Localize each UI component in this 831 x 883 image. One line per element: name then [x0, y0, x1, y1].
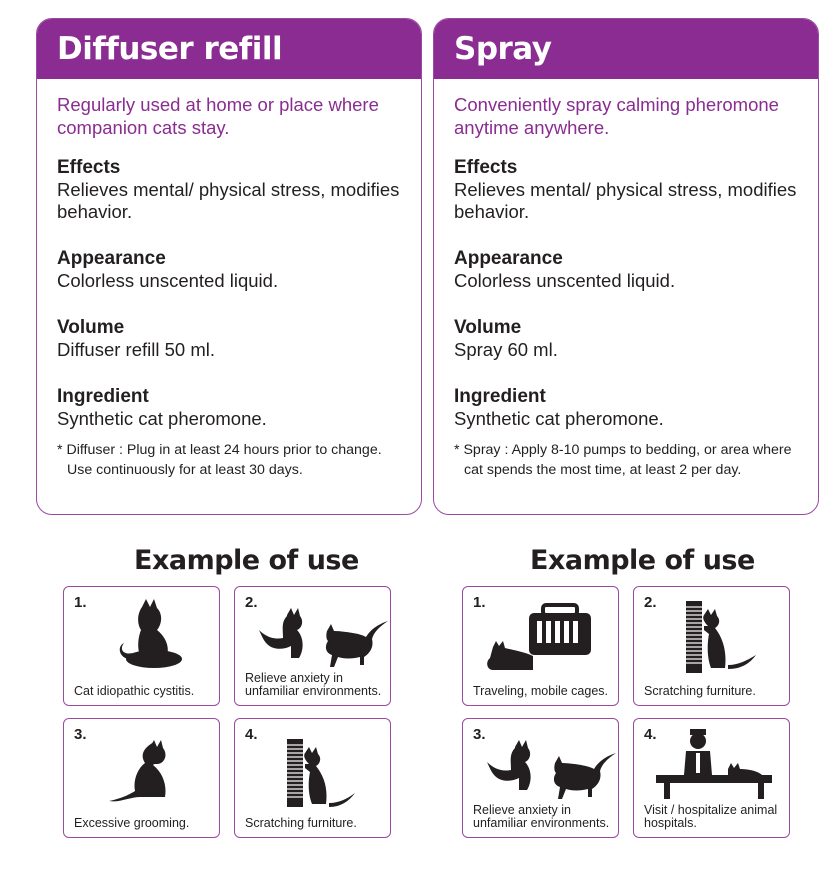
ingredient-text: Synthetic cat pheromone.	[57, 408, 267, 429]
tile-caption: Relieve anxiety in unfamiliar environments.	[473, 803, 610, 830]
tile-number: 1.	[473, 594, 486, 611]
ingredient-text: Synthetic cat pheromone.	[454, 408, 664, 429]
ingredient-heading: Ingredient	[454, 386, 546, 407]
example-of-use-heading: Example of use	[530, 545, 755, 576]
example-tile	[633, 718, 790, 838]
example-tile	[234, 718, 391, 838]
card-title: Diffuser refill	[37, 19, 421, 79]
tile-number: 3.	[473, 726, 486, 743]
card-title: Spray	[434, 19, 818, 79]
example-tile	[63, 586, 220, 706]
tile-caption: Scratching furniture.	[644, 684, 756, 698]
effects-heading: Effects	[57, 157, 121, 178]
tile-number: 3.	[74, 726, 87, 743]
tile-caption: Cat idiopathic cystitis.	[74, 684, 195, 698]
volume-heading: Volume	[454, 317, 522, 338]
tile-caption: Excessive grooming.	[74, 816, 190, 830]
appearance-heading: Appearance	[454, 248, 563, 269]
volume-text: Spray 60 ml.	[454, 339, 558, 360]
effects-text: Relieves mental/ physical stress, modifies behavior.	[454, 179, 797, 222]
tile-number: 2.	[245, 594, 258, 611]
example-tile	[462, 718, 619, 838]
appearance-text: Colorless unscented liquid.	[57, 270, 279, 291]
effects-heading: Effects	[454, 157, 518, 178]
tile-number: 4.	[245, 726, 258, 743]
volume-heading: Volume	[57, 317, 125, 338]
tile-caption: Traveling, mobile cages.	[473, 684, 609, 698]
card-intro: Conveniently spray calming pheromone anytime anywhere.	[454, 94, 779, 138]
example-tile	[633, 586, 790, 706]
example-tile	[234, 586, 391, 706]
example-tile	[63, 718, 220, 838]
usage-note: * Diffuser : Plug in at least 24 hours prior to change. Use continuously for at least 30 days.	[57, 442, 382, 478]
tile-caption: Scratching furniture.	[245, 816, 357, 830]
card-intro: Regularly used at home or place where companion cats stay.	[57, 94, 379, 138]
tile-number: 4.	[644, 726, 657, 743]
tile-caption: Visit / hospitalize animal hospitals.	[644, 803, 778, 830]
ingredient-heading: Ingredient	[57, 386, 149, 407]
example-of-use-heading: Example of use	[134, 545, 359, 576]
tile-number: 2.	[644, 594, 657, 611]
spray-card	[433, 18, 819, 515]
appearance-heading: Appearance	[57, 248, 166, 269]
usage-note: * Spray : Apply 8-10 pumps to bedding, or area where cat spends the most time, at least 2 per day.	[454, 442, 792, 478]
tile-number: 1.	[74, 594, 87, 611]
diffuser-refill-card	[36, 18, 422, 515]
effects-text: Relieves mental/ physical stress, modifies behavior.	[57, 179, 400, 222]
volume-text: Diffuser refill 50 ml.	[57, 339, 215, 360]
appearance-text: Colorless unscented liquid.	[454, 270, 676, 291]
example-tile	[462, 586, 619, 706]
tile-caption: Relieve anxiety in unfamiliar environments.	[245, 671, 382, 698]
